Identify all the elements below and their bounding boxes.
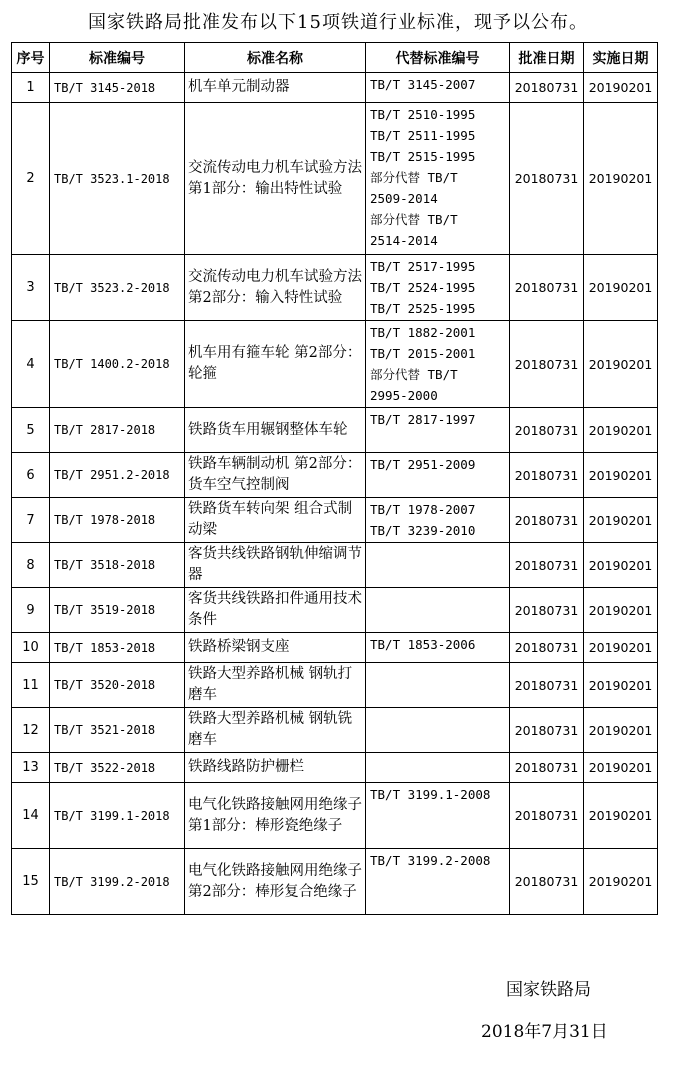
replaced-code-line: TB/T 2525-1995 (370, 301, 476, 316)
table-row (12, 73, 658, 103)
cell-approval-date: 20180731 (510, 73, 584, 103)
issue-date: 2018年7月31日 (481, 1022, 608, 1042)
cell-serial: 12 (12, 708, 50, 753)
table-row (12, 321, 658, 408)
cell-approval-date: 20180731 (510, 498, 584, 543)
cell-standard-code: TB/T 3523.2-2018 (50, 255, 185, 321)
cell-standard-name: 机车单元制动器 (185, 73, 366, 103)
cell-serial: 11 (12, 663, 50, 708)
replaced-code-line: 部分代替 TB/T (370, 170, 458, 185)
cell-effective-date: 20190201 (584, 708, 658, 753)
table-row (12, 103, 658, 255)
replaced-code-line: TB/T 3145-2007 (370, 77, 476, 92)
cell-serial: 10 (12, 633, 50, 663)
cell-standard-name: 铁路货车用辗钢整体车轮 (185, 408, 366, 453)
cell-standard-code: TB/T 3521-2018 (50, 708, 185, 753)
cell-standard-code: TB/T 2951.2-2018 (50, 453, 185, 498)
cell-standard-code: TB/T 1978-2018 (50, 498, 185, 543)
cell-standard-code: TB/T 3522-2018 (50, 753, 185, 783)
cell-standard-code: TB/T 3518-2018 (50, 543, 185, 588)
cell-replaced-code (366, 708, 510, 753)
cell-standard-name: 客货共线铁路扣件通用技术条件 (185, 588, 366, 633)
table-row (12, 453, 658, 498)
cell-serial: 15 (12, 849, 50, 915)
cell-standard-code: TB/T 1853-2018 (50, 633, 185, 663)
cell-standard-code: TB/T 2817-2018 (50, 408, 185, 453)
cell-serial: 13 (12, 753, 50, 783)
table-row (12, 588, 658, 633)
cell-replaced-code (366, 408, 510, 453)
replaced-code-line: TB/T 3239-2010 (370, 523, 476, 538)
cell-serial: 9 (12, 588, 50, 633)
cell-approval-date: 20180731 (510, 255, 584, 321)
replaced-code-line: TB/T 1978-2007 (370, 502, 476, 517)
cell-effective-date: 20190201 (584, 753, 658, 783)
table-row (12, 408, 658, 453)
cell-approval-date: 20180731 (510, 633, 584, 663)
replaced-code-line: TB/T 2951-2009 (370, 457, 476, 472)
cell-standard-code: TB/T 3199.2-2018 (50, 849, 185, 915)
table-row (12, 663, 658, 708)
header-effective-date: 实施日期 (584, 43, 658, 73)
cell-approval-date: 20180731 (510, 408, 584, 453)
table-header-row (12, 43, 658, 73)
issuer-name: 国家铁路局 (506, 980, 591, 1000)
replaced-code-line: 部分代替 TB/T (370, 212, 458, 227)
cell-replaced-code (366, 783, 510, 849)
cell-standard-code: TB/T 3523.1-2018 (50, 103, 185, 255)
cell-replaced-code (366, 633, 510, 663)
replaced-code-line: 2514-2014 (370, 233, 438, 248)
cell-approval-date: 20180731 (510, 453, 584, 498)
cell-standard-name: 机车用有箍车轮 第2部分：轮箍 (185, 321, 366, 408)
cell-serial: 1 (12, 73, 50, 103)
table-row (12, 783, 658, 849)
cell-approval-date: 20180731 (510, 783, 584, 849)
cell-replaced-code (366, 321, 510, 408)
cell-standard-code: TB/T 3520-2018 (50, 663, 185, 708)
replaced-code-line: TB/T 2511-1995 (370, 128, 476, 143)
cell-approval-date: 20180731 (510, 708, 584, 753)
cell-replaced-code (366, 498, 510, 543)
standards-table (11, 42, 658, 915)
header-replaced-code: 代替标准编号 (366, 43, 510, 73)
cell-standard-name: 铁路货车转向架 组合式制动梁 (185, 498, 366, 543)
replaced-code-line: TB/T 3199.2-2008 (370, 853, 491, 868)
announcement-intro: 国家铁路局批准发布以下15项铁道行业标准，现予以公布。 (88, 12, 588, 33)
cell-standard-name: 交流传动电力机车试验方法 第1部分：输出特性试验 (185, 103, 366, 255)
cell-replaced-code (366, 103, 510, 255)
cell-serial: 3 (12, 255, 50, 321)
cell-effective-date: 20190201 (584, 73, 658, 103)
header-serial: 序号 (12, 43, 50, 73)
cell-approval-date: 20180731 (510, 321, 584, 408)
cell-serial: 6 (12, 453, 50, 498)
header-standard-code: 标准编号 (50, 43, 185, 73)
replaced-code-line: 2509-2014 (370, 191, 438, 206)
replaced-code-line: TB/T 2515-1995 (370, 149, 476, 164)
cell-approval-date: 20180731 (510, 849, 584, 915)
cell-effective-date: 20190201 (584, 408, 658, 453)
table-row (12, 849, 658, 915)
cell-serial: 8 (12, 543, 50, 588)
table-body (12, 73, 658, 915)
cell-standard-name: 交流传动电力机车试验方法 第2部分：输入特性试验 (185, 255, 366, 321)
replaced-code-line: TB/T 2510-1995 (370, 107, 476, 122)
replaced-code-line: 2995-2000 (370, 388, 438, 403)
cell-replaced-code (366, 73, 510, 103)
cell-effective-date: 20190201 (584, 103, 658, 255)
cell-standard-name: 客货共线铁路钢轨伸缩调节器 (185, 543, 366, 588)
cell-approval-date: 20180731 (510, 753, 584, 783)
cell-replaced-code (366, 543, 510, 588)
replaced-code-line: TB/T 2817-1997 (370, 412, 476, 427)
cell-replaced-code (366, 849, 510, 915)
header-approval-date: 批准日期 (510, 43, 584, 73)
table-row (12, 633, 658, 663)
cell-serial: 2 (12, 103, 50, 255)
cell-effective-date: 20190201 (584, 783, 658, 849)
cell-standard-code: TB/T 3199.1-2018 (50, 783, 185, 849)
cell-approval-date: 20180731 (510, 588, 584, 633)
cell-replaced-code (366, 453, 510, 498)
cell-replaced-code (366, 255, 510, 321)
cell-effective-date: 20190201 (584, 543, 658, 588)
replaced-code-line: TB/T 1853-2006 (370, 637, 476, 652)
cell-standard-code: TB/T 1400.2-2018 (50, 321, 185, 408)
cell-effective-date: 20190201 (584, 255, 658, 321)
table-row (12, 708, 658, 753)
cell-standard-name: 电气化铁路接触网用绝缘子 第2部分：棒形复合绝缘子 (185, 849, 366, 915)
replaced-code-line: TB/T 3199.1-2008 (370, 787, 491, 802)
cell-replaced-code (366, 753, 510, 783)
replaced-code-line: TB/T 2517-1995 (370, 259, 476, 274)
cell-approval-date: 20180731 (510, 543, 584, 588)
table-row (12, 255, 658, 321)
cell-standard-code: TB/T 3145-2018 (50, 73, 185, 103)
cell-effective-date: 20190201 (584, 453, 658, 498)
cell-effective-date: 20190201 (584, 588, 658, 633)
cell-standard-name: 铁路大型养路机械 钢轨铣磨车 (185, 708, 366, 753)
table-row (12, 498, 658, 543)
cell-approval-date: 20180731 (510, 663, 584, 708)
replaced-code-line: 部分代替 TB/T (370, 367, 458, 382)
cell-standard-name: 铁路大型养路机械 钢轨打磨车 (185, 663, 366, 708)
cell-replaced-code (366, 588, 510, 633)
replaced-code-line: TB/T 2524-1995 (370, 280, 476, 295)
replaced-code-line: TB/T 2015-2001 (370, 346, 476, 361)
cell-standard-name: 铁路线路防护栅栏 (185, 753, 366, 783)
cell-standard-name: 电气化铁路接触网用绝缘子 第1部分：棒形瓷绝缘子 (185, 783, 366, 849)
cell-serial: 5 (12, 408, 50, 453)
cell-effective-date: 20190201 (584, 498, 658, 543)
cell-standard-name: 铁路桥梁钢支座 (185, 633, 366, 663)
header-standard-name: 标准名称 (185, 43, 366, 73)
cell-serial: 7 (12, 498, 50, 543)
cell-standard-code: TB/T 3519-2018 (50, 588, 185, 633)
replaced-code-line: TB/T 1882-2001 (370, 325, 476, 340)
cell-effective-date: 20190201 (584, 321, 658, 408)
table-row (12, 753, 658, 783)
cell-serial: 4 (12, 321, 50, 408)
cell-effective-date: 20190201 (584, 849, 658, 915)
cell-replaced-code (366, 663, 510, 708)
cell-approval-date: 20180731 (510, 103, 584, 255)
cell-effective-date: 20190201 (584, 633, 658, 663)
table-row (12, 543, 658, 588)
cell-standard-name: 铁路车辆制动机 第2部分：货车空气控制阀 (185, 453, 366, 498)
cell-effective-date: 20190201 (584, 663, 658, 708)
cell-serial: 14 (12, 783, 50, 849)
